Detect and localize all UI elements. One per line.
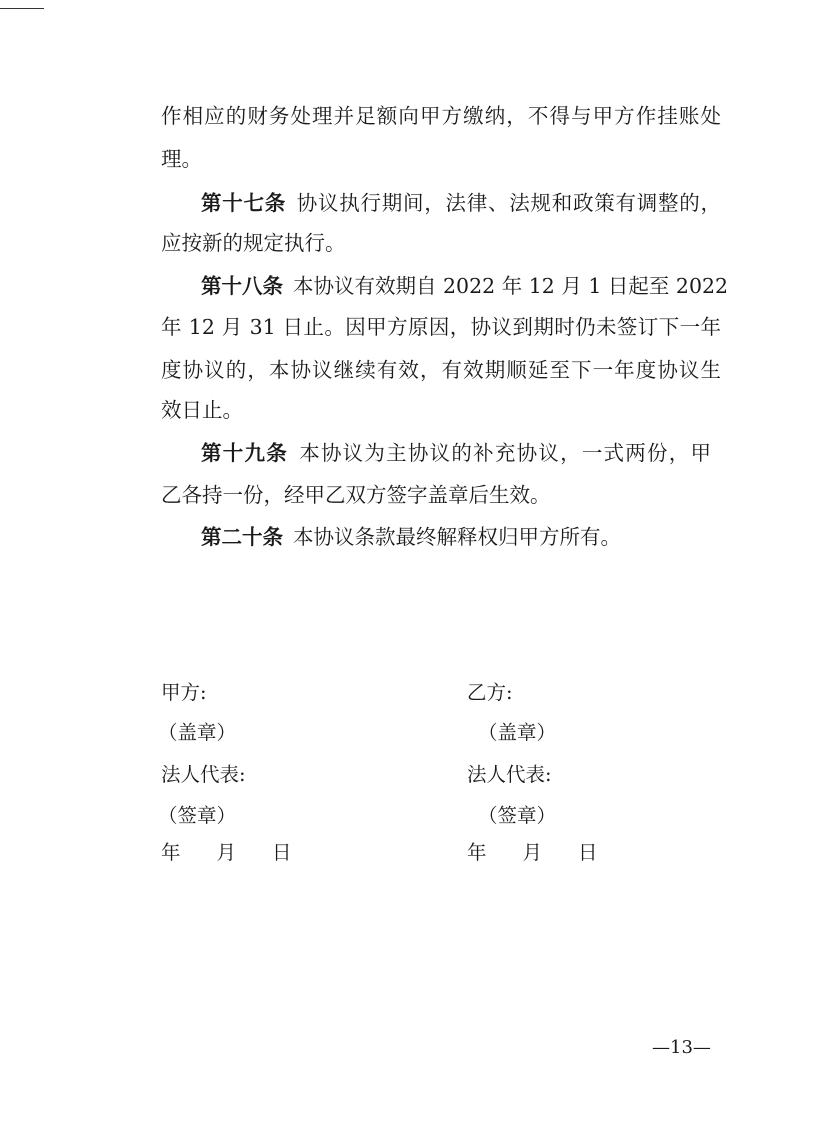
party-a-sign: （签章） xyxy=(158,804,237,827)
article-17 xyxy=(201,189,721,217)
party-b-seal: （盖章） xyxy=(478,721,557,744)
paragraph-line: 应按新的规定执行。 xyxy=(161,231,346,255)
date-day: 日 xyxy=(272,841,292,864)
article-text: 本协议为主协议的补充协议，一式两份，甲 xyxy=(297,441,712,465)
party-a-seal: （盖章） xyxy=(158,721,237,744)
party-b-label: 乙方: xyxy=(467,681,513,704)
article-19 xyxy=(201,439,711,467)
paragraph-line: 度协议的，本协议继续有效，有效期顺延至下一年度协议生 xyxy=(161,358,721,382)
paragraph-line: 作相应的财务处理并足额向甲方缴纳，不得与甲方作挂账处 xyxy=(161,104,721,128)
party-b-rep: 法人代表: xyxy=(467,763,552,786)
party-b-sign: （签章） xyxy=(478,804,557,827)
date-day: 日 xyxy=(578,841,598,864)
article-text: 本协议条款最终解释权归甲方所有。 xyxy=(293,525,621,549)
party-a-rep: 法人代表: xyxy=(161,763,246,786)
article-heading: 第十九条 xyxy=(201,441,288,465)
article-20 xyxy=(201,523,721,551)
party-b-date xyxy=(467,840,598,866)
paragraph-line: 年 12 月 31 日止。因甲方原因，协议到期时仍未签订下一年 xyxy=(161,315,721,339)
paragraph-line: 乙各持一份，经甲乙双方签字盖章后生效。 xyxy=(161,483,551,507)
date-year: 年 xyxy=(467,841,487,864)
paragraph-line: 理。 xyxy=(161,147,202,171)
date-month: 月 xyxy=(216,841,237,864)
party-a-date xyxy=(161,840,292,866)
article-heading: 第二十条 xyxy=(201,525,283,549)
page-number: —13— xyxy=(652,1037,711,1058)
article-heading: 第十八条 xyxy=(201,274,283,298)
article-text: 本协议有效期自 2022 年 12 月 1 日起至 2022 xyxy=(293,274,729,298)
party-a-label: 甲方: xyxy=(161,681,207,704)
paragraph-line: 效日止。 xyxy=(161,398,243,422)
article-text: 协议执行期间，法律、法规和政策有调整的， xyxy=(296,191,721,215)
date-year: 年 xyxy=(161,841,181,864)
article-18 xyxy=(201,272,729,300)
scan-edge-mark xyxy=(0,8,44,9)
article-heading: 第十七条 xyxy=(201,191,286,215)
date-month: 月 xyxy=(522,841,543,864)
